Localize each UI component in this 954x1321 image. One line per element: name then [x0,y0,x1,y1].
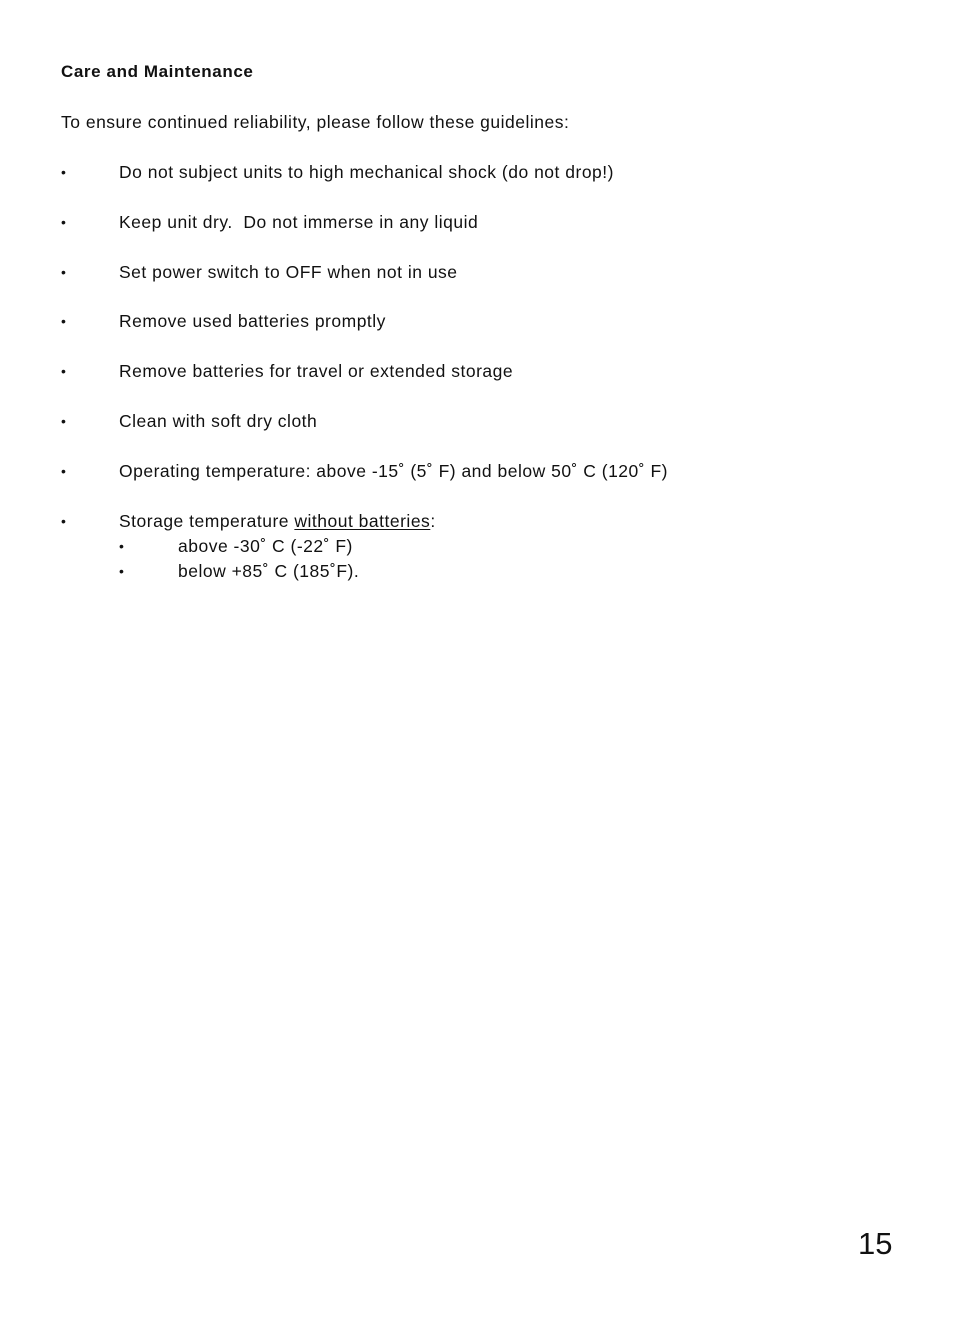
guideline-item: Keep unit dry. Do not immerse in any liquid [119,212,479,232]
sub-bullet-marker: • [119,538,124,554]
storage-underlined-text: without batteries [294,511,431,531]
guideline-item: Do not subject units to high mechanical shock (do not drop!) [119,162,614,182]
storage-guideline [119,510,436,532]
page-number: 15 [858,1226,893,1261]
bullet-marker: • [61,164,66,180]
guideline-item: Remove batteries for travel or extended storage [119,361,514,381]
guideline-item: Remove used batteries promptly [119,311,386,331]
guideline-item: Operating temperature: above -15˚ (5˚ F) and below 50˚ C (120˚ F) [119,461,668,481]
bullet-marker: • [61,313,66,329]
guideline-item: Set power switch to OFF when not in use [119,262,458,282]
bullet-marker: • [61,463,66,479]
bullet-marker: • [61,264,66,280]
bullet-marker: • [61,413,66,429]
storage-sub-item: below +85˚ C (185˚F). [178,561,360,581]
section-heading: Care and Maintenance [61,62,254,81]
storage-suffix: : [430,511,436,531]
bullet-marker: • [61,214,66,230]
storage-sub-item: above -30˚ C (-22˚ F) [178,536,353,556]
sub-bullet-marker: • [119,563,124,579]
intro-text: To ensure continued reliability, please follow these guidelines: [61,112,570,132]
bullet-marker: • [61,513,66,529]
bullet-marker: • [61,363,66,379]
storage-prefix: Storage temperature [119,511,295,531]
guideline-item: Clean with soft dry cloth [119,411,318,431]
